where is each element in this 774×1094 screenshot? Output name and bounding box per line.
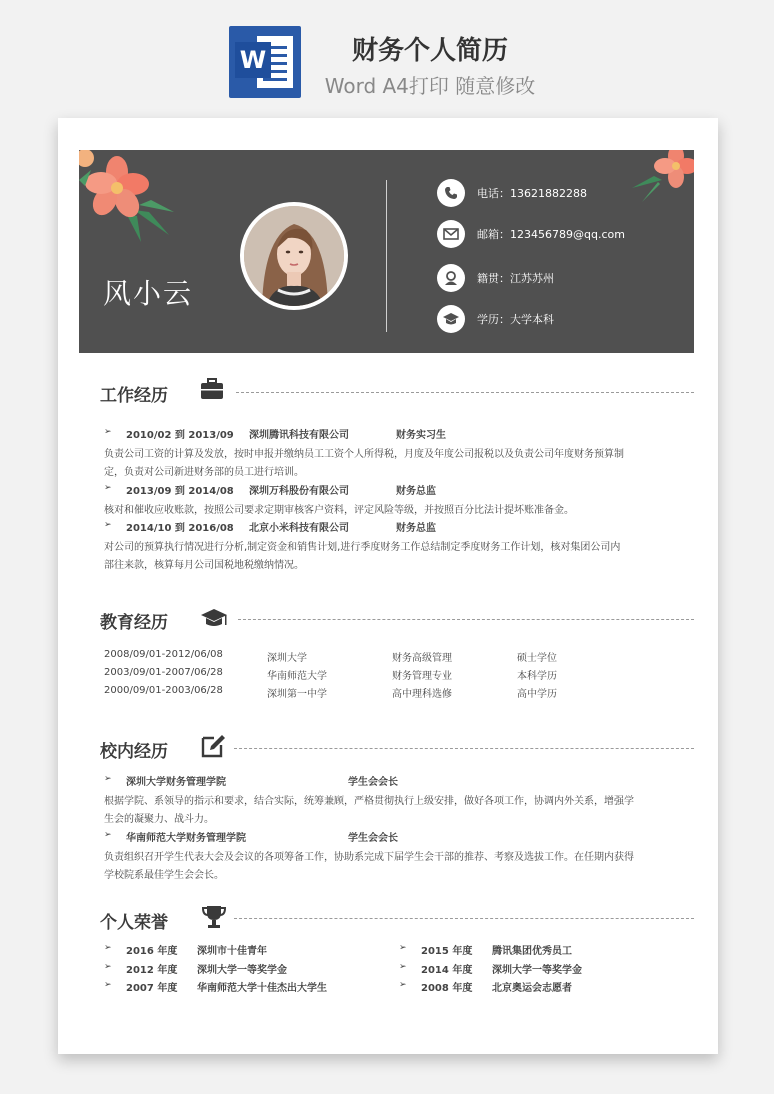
user-icon [437,264,465,292]
contact-phone [437,179,587,207]
bullet-arrow: ➢ [104,830,112,840]
honor-name: 华南师范大学十佳杰出大学生 [197,983,327,994]
word-icon [229,26,301,98]
edu-degree: 本科学历 [517,671,557,682]
section-divider [236,392,694,393]
bullet-arrow: ➢ [104,774,112,784]
flower-decoration-right-icon [632,150,694,205]
bullet-arrow: ➢ [104,483,112,493]
campus-org: 华南师范大学财务管理学院 [126,833,246,844]
section-divider [234,748,694,749]
section-title-campus: 校内经历 [100,742,168,762]
honor-year: 2016 年度 [126,946,178,957]
profile-header [79,150,694,353]
candidate-name: 风小云 [103,277,194,310]
briefcase-icon [200,378,224,400]
campus-description: 生会的凝聚力、战斗力。 [104,814,214,825]
section-title-honors: 个人荣誉 [100,913,168,933]
work-description: 定，负责对公司新进财务部的员工进行培训。 [104,467,304,478]
edu-period: 2003/09/01-2007/06/28 [104,667,223,678]
work-role: 财务总监 [396,486,436,497]
portrait-icon [244,206,344,306]
bullet-arrow: ➢ [104,962,112,972]
contact-hometown-text: 籍贯：江苏苏州 [477,272,554,285]
work-company: 深圳万科股份有限公司 [249,486,349,497]
avatar [240,202,348,310]
campus-org: 深圳大学财务管理学院 [126,777,226,788]
edu-major: 财务高级管理 [392,653,452,664]
work-period: 2014/10 到 2016/08 [126,523,234,534]
work-period: 2013/09 到 2014/08 [126,486,234,497]
honor-year: 2012 年度 [126,965,178,976]
section-divider [238,619,694,620]
contact-email-text: 邮箱：123456789@qq.com [477,228,625,241]
work-role: 财务总监 [396,523,436,534]
bullet-arrow: ➢ [104,943,112,953]
section-title-work: 工作经历 [100,386,168,406]
edu-major: 高中理科选修 [392,689,452,700]
edu-period: 2008/09/01-2012/06/08 [104,649,223,660]
work-description: 部往来款，核算每月公司国税地税缴纳情况。 [104,560,304,571]
phone-icon [437,179,465,207]
honor-name: 腾讯集团优秀员工 [492,946,572,957]
section-title-education: 教育经历 [100,613,168,633]
campus-role: 学生会会长 [348,833,398,844]
bullet-arrow: ➢ [399,943,407,953]
honor-year: 2014 年度 [421,965,473,976]
edu-school: 华南师范大学 [267,671,327,682]
campus-description: 学校院系最佳学生会会长。 [104,870,224,881]
honor-name: 北京奥运会志愿者 [492,983,572,994]
contact-hometown [437,264,554,292]
trophy-icon [201,904,227,930]
work-description: 负责公司工资的计算及发放，按时申报并缴纳员工工资个人所得税，月度及年度公司报税以及负责公司年度财务预算制 [104,449,624,460]
bullet-arrow: ➢ [399,980,407,990]
honor-name: 深圳大学一等奖学金 [492,965,582,976]
work-period: 2010/02 到 2013/09 [126,430,234,441]
honor-name: 深圳大学一等奖学金 [197,965,287,976]
contact-education-text: 学历：大学本科 [477,313,554,326]
work-company: 深圳腾讯科技有限公司 [249,430,349,441]
work-role: 财务实习生 [396,430,446,441]
edit-icon [200,733,226,759]
graduation-cap-icon [200,607,228,629]
edu-school: 深圳第一中学 [267,689,327,700]
campus-description: 根据学院、系领导的指示和要求，结合实际，统筹兼顾，严格贯彻执行上级安排，做好各项工作，协调内外关系，增强学 [104,796,634,807]
contact-education [437,305,554,333]
contact-phone-text: 电话：13621882288 [477,187,587,200]
resume-page [58,118,718,1054]
contact-email [437,220,625,248]
bullet-arrow: ➢ [399,962,407,972]
edu-degree: 硕士学位 [517,653,557,664]
mail-icon [437,220,465,248]
campus-description: 负责组织召开学生代表大会及会议的各项筹备工作，协助系完成下届学生会干部的推荐、考察及选拔工作。在任期内获得 [104,852,634,863]
header-divider [386,180,387,332]
edu-major: 财务管理专业 [392,671,452,682]
edu-school: 深圳大学 [267,653,307,664]
bullet-arrow: ➢ [104,427,112,437]
graduation-cap-icon [437,305,465,333]
banner-title: 财务个人简历 [351,36,508,66]
honor-year: 2008 年度 [421,983,473,994]
bullet-arrow: ➢ [104,980,112,990]
edu-period: 2000/09/01-2003/06/28 [104,685,223,696]
honor-year: 2007 年度 [126,983,178,994]
section-divider [234,918,694,919]
work-description: 核对和催收应收账款，按照公司要求定期审核客户资料，评定风险等级，并按照百分比法计提坏账准备金。 [104,505,574,516]
bullet-arrow: ➢ [104,520,112,530]
banner-subtitle: Word A4打印 随意修改 [324,74,536,98]
work-company: 北京小米科技有限公司 [249,523,349,534]
work-description: 对公司的预算执行情况进行分析,制定资金和销售计划,进行季度财务工作总结制定季度财务工作计划，核对集团公司内 [104,542,621,553]
flower-decoration-left-icon [79,150,189,245]
word-logo-letter: W [235,42,271,78]
honor-year: 2015 年度 [421,946,473,957]
campus-role: 学生会会长 [348,777,398,788]
edu-degree: 高中学历 [517,689,557,700]
honor-name: 深圳市十佳青年 [197,946,267,957]
top-banner [0,0,774,110]
